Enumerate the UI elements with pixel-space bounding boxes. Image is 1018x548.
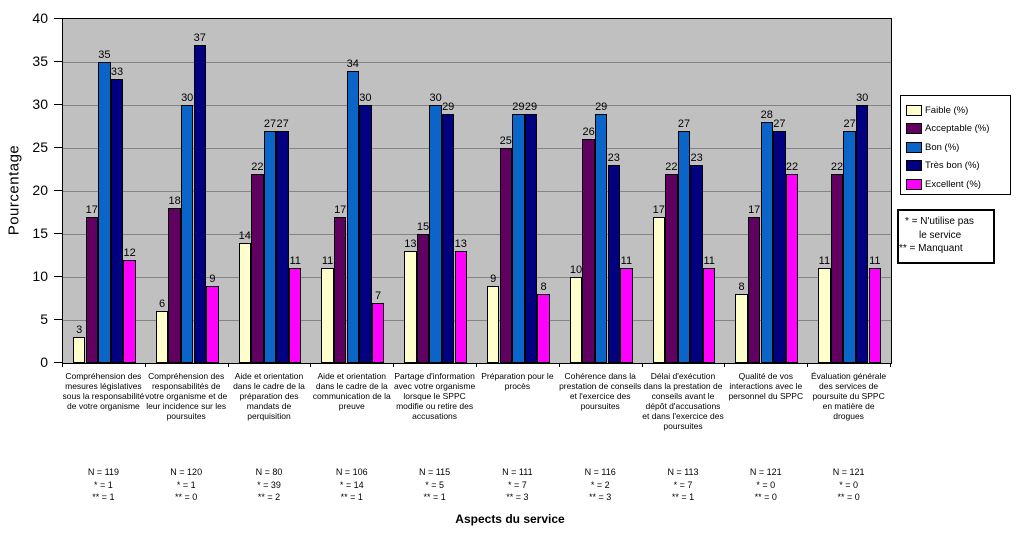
bar-value-label: 34 xyxy=(346,57,359,70)
y-tick-label: 20 xyxy=(32,182,48,198)
bar xyxy=(347,71,360,363)
bar xyxy=(786,174,799,363)
category-label: Qualité de vos interactions avec le personnel du SPPC xyxy=(728,371,804,401)
category-label: Aide et orientation dans le cadre de la préparation des mandats de perquisition xyxy=(233,371,305,421)
y-tick-mark xyxy=(54,147,62,148)
legend-label: Excellent (%) xyxy=(925,178,981,190)
n-label-line: ** = 3 xyxy=(506,492,529,502)
n-label xyxy=(559,466,642,504)
category-label: Compréhension des responsabilités de votre organisme et de leur incidence sur les poursuites xyxy=(145,371,228,421)
n-label-line: N = 119 xyxy=(87,467,119,477)
bar xyxy=(168,208,181,363)
bar-value-label: 22 xyxy=(830,160,844,173)
bar-value-label: 13 xyxy=(404,238,417,251)
bar-value-label: 9 xyxy=(209,272,216,285)
bar xyxy=(206,286,219,363)
bar xyxy=(665,174,678,363)
legend-label: Très bon (%) xyxy=(925,160,980,172)
bar-value-label: 26 xyxy=(582,126,595,139)
bar-value-label: 10 xyxy=(569,264,583,276)
bar-value-label: 7 xyxy=(374,289,382,302)
bar-value-label: 29 xyxy=(524,100,538,113)
bar-value-label: 14 xyxy=(238,229,251,242)
bar xyxy=(620,268,633,363)
n-label xyxy=(393,466,476,504)
y-tick-mark xyxy=(54,18,62,19)
bar xyxy=(73,337,86,363)
x-tick-mark xyxy=(62,363,63,367)
bar xyxy=(735,294,748,363)
n-label-line: ** = 0 xyxy=(837,492,860,502)
bar-value-label: 33 xyxy=(110,66,124,79)
bar-value-label: 8 xyxy=(738,281,745,294)
bar-value-label: 30 xyxy=(359,92,372,104)
legend-swatch xyxy=(906,160,922,171)
gridline xyxy=(63,62,891,63)
bar xyxy=(653,217,666,363)
y-tick-label: 25 xyxy=(32,139,48,155)
y-axis-title: Pourcentage xyxy=(5,144,23,236)
bar xyxy=(276,131,289,363)
category-label: Compréhension des mesures législatives sous la responsabilité de votre organisme xyxy=(62,371,145,411)
bar-value-label: 28 xyxy=(760,109,773,122)
n-label-line: * = 7 xyxy=(508,479,527,490)
category-label: Évaluation générale des services de poursuite du SPPC en matière de drogues xyxy=(811,371,887,421)
bar xyxy=(818,268,831,363)
y-tick-mark xyxy=(54,276,62,277)
y-tick-label: 0 xyxy=(40,354,48,370)
n-label xyxy=(807,466,890,504)
bar-value-label: 3 xyxy=(76,324,83,337)
bar-value-label: 23 xyxy=(690,152,703,165)
bar xyxy=(372,303,385,363)
bar xyxy=(525,114,538,363)
bar xyxy=(181,105,194,363)
bar-value-label: 22 xyxy=(665,160,678,173)
y-tick-mark xyxy=(54,319,62,320)
plot-area xyxy=(62,18,892,364)
bar-value-label: 18 xyxy=(168,195,181,208)
y-tick-label: 5 xyxy=(40,311,48,327)
bar xyxy=(417,234,430,363)
bar xyxy=(289,268,302,363)
x-tick-mark xyxy=(890,363,891,367)
category-label: Cohérence dans la prestation de conseils et l'exercice des poursuites xyxy=(559,371,642,411)
n-label-line: * = 5 xyxy=(425,479,444,490)
y-tick-label: 10 xyxy=(32,268,48,284)
n-label xyxy=(476,466,559,504)
n-label xyxy=(62,466,145,504)
legend xyxy=(900,95,1011,195)
n-label-line: N = 113 xyxy=(667,467,699,477)
bar-value-label: 35 xyxy=(98,49,111,61)
legend-label: Bon (%) xyxy=(925,141,960,153)
bar-value-label: 11 xyxy=(703,255,715,268)
bar xyxy=(429,105,442,363)
x-tick-mark xyxy=(145,363,146,367)
legend-item xyxy=(906,120,1010,139)
legend-item xyxy=(906,175,1010,194)
bar-value-label: 30 xyxy=(429,92,442,104)
bar-value-label: 17 xyxy=(85,203,98,216)
n-label-line: ** = 2 xyxy=(257,492,281,502)
n-label xyxy=(642,466,725,504)
x-tick-mark xyxy=(807,363,808,367)
bar xyxy=(869,268,882,363)
n-label xyxy=(724,466,807,504)
bar-value-label: 27 xyxy=(677,117,691,130)
x-axis-title: Aspects du service xyxy=(455,512,565,526)
y-tick-mark xyxy=(54,190,62,191)
bar xyxy=(359,105,372,363)
n-label-line: * = 14 xyxy=(339,479,364,490)
footnote-box xyxy=(897,209,995,264)
bar-value-label: 23 xyxy=(607,152,620,165)
x-tick-mark xyxy=(310,363,311,367)
n-label xyxy=(228,466,311,504)
n-label-line: N = 121 xyxy=(832,467,865,477)
n-label-line: N = 116 xyxy=(584,467,616,477)
bar-value-label: 11 xyxy=(620,255,633,268)
bar xyxy=(239,243,252,363)
bar xyxy=(156,311,169,363)
y-tick-mark xyxy=(54,104,62,105)
bar-value-label: 11 xyxy=(869,255,881,268)
bar xyxy=(123,260,136,363)
bar-value-label: 12 xyxy=(123,246,136,259)
bar xyxy=(334,217,347,363)
bar-value-label: 37 xyxy=(193,31,206,44)
bar-value-label: 11 xyxy=(818,255,831,268)
bar-value-label: 27 xyxy=(843,117,856,130)
bar-value-label: 29 xyxy=(595,100,608,113)
n-label-line: N = 121 xyxy=(749,467,782,477)
bar-value-label: 27 xyxy=(773,117,786,130)
bar xyxy=(86,217,99,363)
n-label-line: N = 111 xyxy=(502,467,533,477)
bar xyxy=(570,277,583,363)
category-label: Aide et orientation dans le cadre de la communication de la preuve xyxy=(312,371,391,411)
footnote-line: le service xyxy=(919,229,962,241)
legend-swatch xyxy=(906,142,922,153)
category-label: Délai d'exécution dans la prestation de conseils avant le dépôt d'accusations et dans l'exercice des poursuites xyxy=(642,371,724,431)
bar-value-label: 13 xyxy=(454,238,467,251)
n-label-line: * = 1 xyxy=(176,479,196,490)
y-tick-label: 35 xyxy=(32,53,48,69)
n-label-line: * = 39 xyxy=(257,479,281,490)
bar-value-label: 8 xyxy=(540,281,547,294)
n-label xyxy=(310,466,393,504)
n-label-line: N = 80 xyxy=(255,467,283,477)
category-label: Préparation pour le procès xyxy=(481,371,554,391)
bar xyxy=(404,251,417,363)
n-label-line: ** = 1 xyxy=(92,492,115,502)
bar-value-label: 17 xyxy=(334,203,347,216)
y-tick-label: 40 xyxy=(32,10,48,26)
y-tick-label: 30 xyxy=(32,96,48,112)
legend-label: Acceptable (%) xyxy=(925,123,990,135)
y-tick-mark xyxy=(54,233,62,234)
bar xyxy=(537,294,550,363)
bar-value-label: 9 xyxy=(490,272,497,285)
footnote-line: * = N'utilise pas xyxy=(905,216,974,227)
n-label-line: * = 7 xyxy=(673,479,693,490)
bar xyxy=(856,105,869,363)
bar xyxy=(111,79,124,363)
n-label-line: N = 115 xyxy=(419,467,451,477)
legend-swatch xyxy=(906,179,922,190)
bar xyxy=(582,139,595,363)
bar xyxy=(487,286,500,363)
bar-value-label: 17 xyxy=(748,203,761,216)
legend-swatch xyxy=(906,123,922,134)
bar xyxy=(321,268,334,363)
bar-value-label: 22 xyxy=(251,160,264,173)
legend-item xyxy=(906,101,1010,120)
n-label-line: * = 2 xyxy=(590,479,610,490)
y-tick-mark xyxy=(54,362,62,363)
bar xyxy=(455,251,468,363)
x-tick-mark xyxy=(642,363,643,367)
y-tick-label: 15 xyxy=(32,225,48,241)
bar-value-label: 17 xyxy=(652,203,665,216)
bar-value-label: 30 xyxy=(181,92,194,104)
bar-value-label: 25 xyxy=(499,135,512,147)
bar-value-label: 22 xyxy=(785,160,799,173)
bar-value-label: 11 xyxy=(289,255,301,268)
bar-value-label: 27 xyxy=(276,117,289,130)
n-label-line: ** = 1 xyxy=(340,492,363,502)
x-tick-mark xyxy=(228,363,229,367)
x-tick-mark xyxy=(393,363,394,367)
n-label-line: ** = 0 xyxy=(754,492,777,502)
n-label xyxy=(145,466,228,504)
bar xyxy=(761,122,774,363)
n-label-line: N = 106 xyxy=(335,467,368,477)
bar xyxy=(703,268,716,363)
x-tick-mark xyxy=(476,363,477,367)
bar xyxy=(595,114,608,363)
category-label: Partage d'information avec votre organisme lorsque le SPPC modifie ou retire des accusations xyxy=(393,371,476,421)
n-label-line: * = 0 xyxy=(756,479,776,490)
footnote-line: ** = Manquant xyxy=(899,243,963,254)
bar xyxy=(500,148,513,363)
n-label-line: * = 0 xyxy=(839,479,858,490)
n-label-line: ** = 3 xyxy=(589,492,612,502)
n-label-line: N = 120 xyxy=(170,467,203,477)
n-label-line: ** = 1 xyxy=(671,492,695,502)
legend-item xyxy=(906,138,1010,157)
bar-value-label: 27 xyxy=(263,117,277,130)
bar xyxy=(251,174,264,363)
bar-value-label: 6 xyxy=(158,298,166,311)
n-label-line: ** = 0 xyxy=(175,492,198,502)
n-label-line: ** = 1 xyxy=(423,492,446,502)
bar-value-label: 11 xyxy=(321,255,334,268)
legend-label: Faible (%) xyxy=(925,104,969,116)
bar xyxy=(512,114,525,363)
legend-swatch xyxy=(906,105,922,116)
legend-item xyxy=(906,157,1010,176)
x-tick-mark xyxy=(724,363,725,367)
bar-value-label: 30 xyxy=(856,92,869,104)
bar xyxy=(831,174,844,363)
x-tick-mark xyxy=(559,363,560,367)
bar-value-label: 15 xyxy=(416,221,430,233)
y-tick-mark xyxy=(54,61,62,62)
n-label-line: * = 1 xyxy=(94,479,113,490)
bar-value-label: 29 xyxy=(442,100,455,113)
bar-value-label: 29 xyxy=(512,100,525,113)
